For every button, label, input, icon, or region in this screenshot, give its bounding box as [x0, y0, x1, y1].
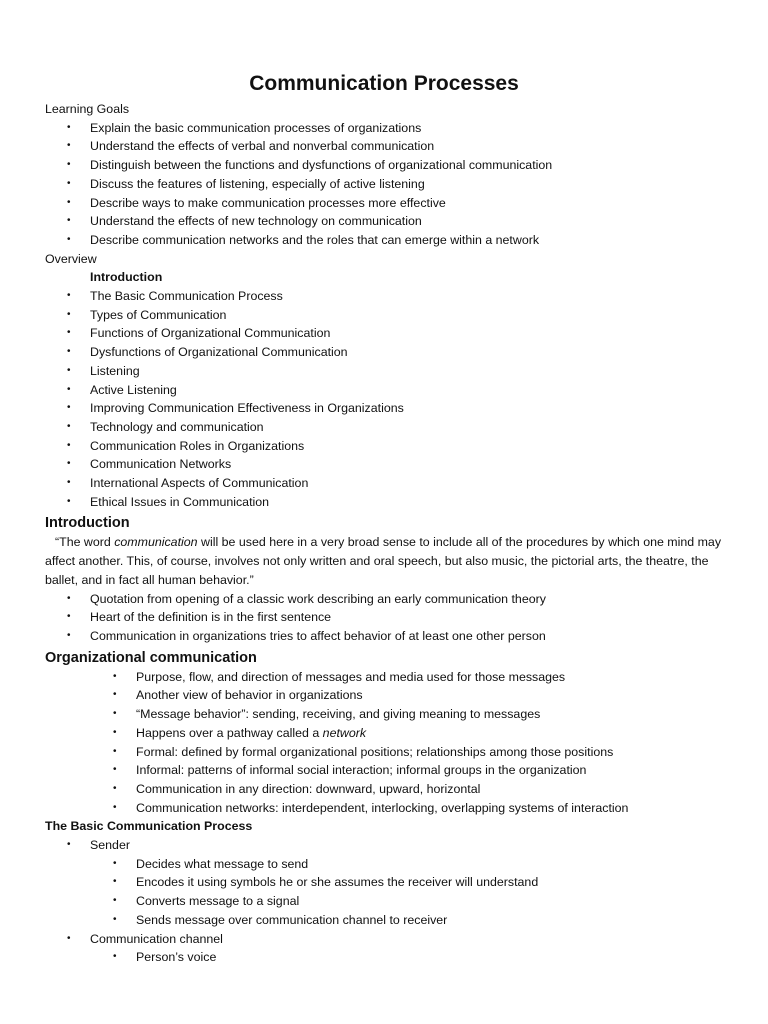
list-item: • International Aspects of Communication: [45, 474, 725, 493]
list-item: • Sends message over communication channel to receiver: [45, 911, 725, 930]
list-item-sender: • Sender: [45, 836, 725, 855]
bullet-icon: •: [113, 951, 117, 963]
bullet-icon: •: [113, 670, 117, 682]
basic-process-list: [45, 836, 725, 967]
bullet-icon: •: [67, 215, 71, 227]
list-item: • Informal: patterns of informal social interaction; informal groups in the organization: [45, 761, 725, 780]
introduction-list: [45, 590, 725, 646]
list-item: • Understand the effects of new technology on communication: [45, 212, 725, 231]
bullet-icon: •: [113, 726, 117, 738]
bullet-icon: •: [67, 477, 71, 489]
introduction-quote: “The word communication will be used here in a very broad sense to include all of the procedures by which one mind may affect another. This, of course, involves not only written and oral speech, but also music, the pictorial arts, the theatre, the ballet, and in fact all human behavior.”: [45, 535, 722, 587]
bullet-icon: •: [67, 364, 71, 376]
bullet-icon: •: [113, 782, 117, 794]
bullet-icon: •: [67, 402, 71, 414]
bullet-icon: •: [113, 895, 117, 907]
overview-introduction: Introduction: [90, 270, 163, 285]
list-item: • Listening: [45, 362, 725, 381]
bullet-icon: •: [113, 876, 117, 888]
list-item-channel: • Communication channel: [45, 930, 725, 949]
bullet-icon: •: [67, 196, 71, 208]
bullet-icon: •: [113, 708, 117, 720]
document-body: [45, 100, 725, 967]
bullet-icon: •: [67, 932, 71, 944]
org-communication-heading: Organizational communication: [45, 649, 257, 666]
list-item: • Discuss the features of listening, especially of active listening: [45, 175, 725, 194]
page-title: Communication Processes: [249, 72, 519, 95]
bullet-icon: •: [67, 290, 71, 302]
bullet-icon: •: [67, 140, 71, 152]
list-item: • Communication networks: interdependent, interlocking, overlapping systems of interaction: [45, 799, 725, 818]
bullet-icon: •: [113, 745, 117, 757]
introduction-heading: Introduction: [45, 515, 130, 532]
list-item: • Formal: defined by formal organizational positions; relationships among those positions: [45, 743, 725, 762]
learning-goals-heading: Learning Goals: [45, 102, 130, 116]
overview-list: [45, 287, 725, 511]
list-item: • Improving Communication Effectiveness in Organizations: [45, 399, 725, 418]
basic-process-heading: The Basic Communication Process: [45, 819, 253, 834]
list-item: • Dysfunctions of Organizational Communication: [45, 343, 725, 362]
bullet-icon: •: [67, 121, 71, 133]
list-item: • Communication in organizations tries to affect behavior of at least one other person: [45, 627, 725, 646]
bullet-icon: •: [67, 495, 71, 507]
bullet-icon: •: [67, 308, 71, 320]
list-item: • Active Listening: [45, 381, 725, 400]
bullet-icon: •: [67, 177, 71, 189]
bullet-icon: •: [67, 159, 71, 171]
list-item: • Communication Roles in Organizations: [45, 437, 725, 456]
list-item: • Person’s voice: [45, 948, 725, 967]
bullet-icon: •: [67, 611, 71, 623]
bullet-icon: •: [113, 689, 117, 701]
bullet-icon: •: [67, 327, 71, 339]
overview-heading: Overview: [45, 251, 97, 266]
bullet-icon: •: [67, 383, 71, 395]
list-item: • Types of Communication: [45, 306, 725, 325]
list-item: • Describe communication networks and the roles that can emerge within a network: [45, 231, 725, 250]
list-item: • Describe ways to make communication processes more effective: [45, 194, 725, 213]
bullet-icon: •: [113, 857, 117, 869]
list-item: • Understand the effects of verbal and nonverbal communication: [45, 137, 725, 156]
bullet-icon: •: [67, 458, 71, 470]
bullet-icon: •: [67, 346, 71, 358]
list-item: • Another view of behavior in organizations: [45, 686, 725, 705]
bullet-icon: •: [67, 233, 71, 245]
org-communication-list: [45, 668, 725, 818]
list-item: • Communication in any direction: downward, upward, horizontal: [45, 780, 725, 799]
list-item: • Technology and communication: [45, 418, 725, 437]
list-item: • “Message behavior”: sending, receiving, and giving meaning to messages: [45, 705, 725, 724]
bullet-icon: •: [67, 592, 71, 604]
list-item: • Explain the basic communication processes of organizations: [45, 119, 725, 138]
list-item: • The Basic Communication Process: [45, 287, 725, 306]
bullet-icon: •: [67, 420, 71, 432]
bullet-icon: •: [113, 764, 117, 776]
list-item: • Quotation from opening of a classic work describing an early communication theory: [45, 590, 725, 609]
list-item: • Distinguish between the functions and dysfunctions of organizational communication: [45, 156, 725, 175]
bullet-icon: •: [67, 839, 71, 851]
list-item: • Communication Networks: [45, 455, 725, 474]
list-item: • Converts message to a signal: [45, 892, 725, 911]
list-item: • Functions of Organizational Communication: [45, 324, 725, 343]
bullet-icon: •: [67, 629, 71, 641]
bullet-icon: •: [113, 913, 117, 925]
bullet-icon: •: [67, 439, 71, 451]
list-item: • Purpose, flow, and direction of messages and media used for those messages: [45, 668, 725, 687]
bullet-icon: •: [113, 801, 117, 813]
list-item: • Encodes it using symbols he or she assumes the receiver will understand: [45, 873, 725, 892]
list-item: • Heart of the definition is in the first sentence: [45, 608, 725, 627]
list-item: • Happens over a pathway called a network: [45, 724, 725, 743]
list-item: • Decides what message to send: [45, 855, 725, 874]
learning-goals-list: [45, 119, 725, 250]
list-item: • Ethical Issues in Communication: [45, 493, 725, 512]
